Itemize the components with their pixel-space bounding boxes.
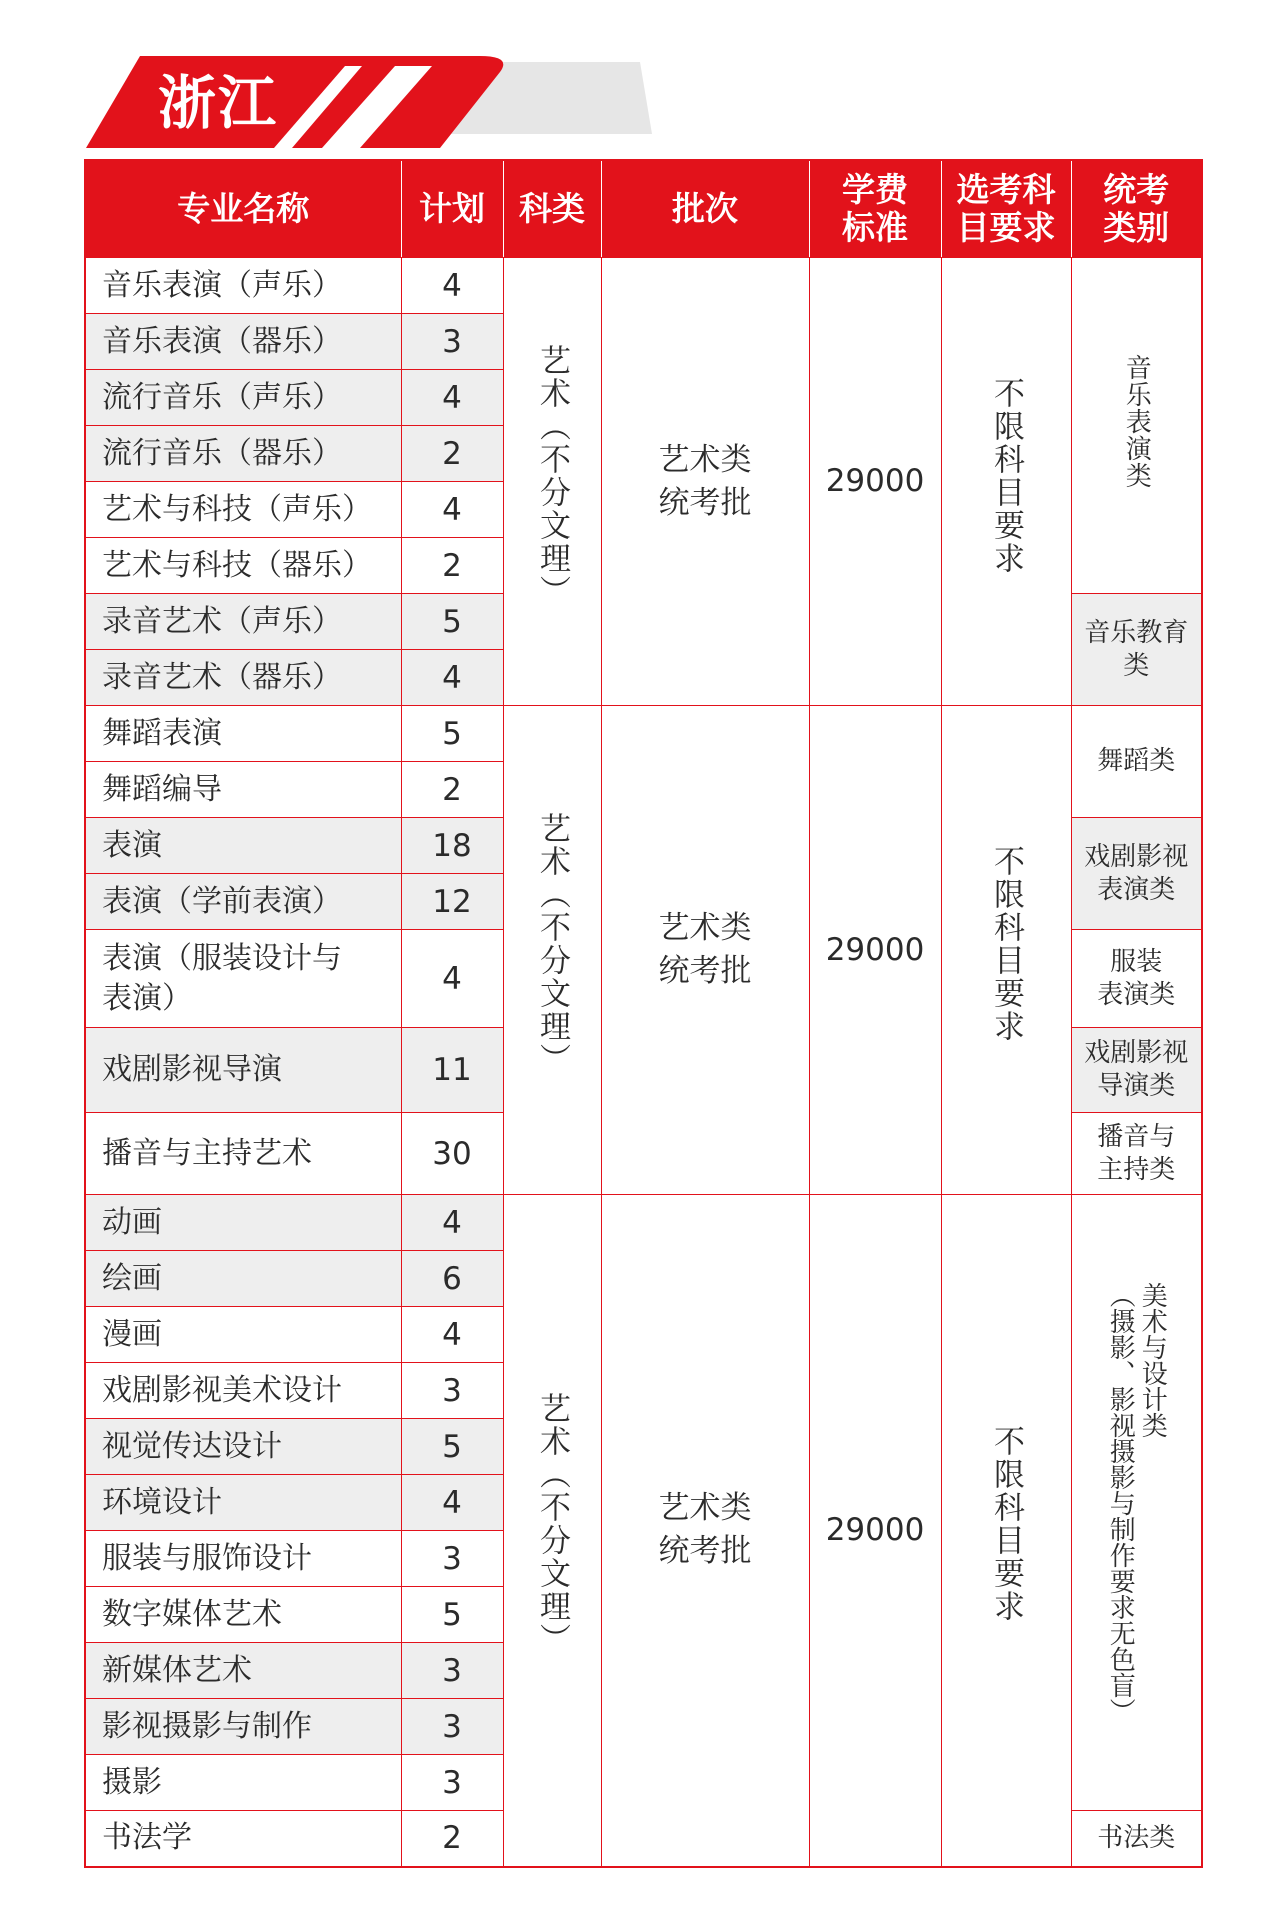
exam-category <box>1071 1195 1202 1811</box>
plan-count: 3 <box>401 1755 503 1811</box>
plan-count: 3 <box>401 1531 503 1587</box>
requirement-cell: 不限科目要求 <box>941 706 1071 1195</box>
major-name: 摄影 <box>85 1755 401 1811</box>
tuition-cell: 29000 <box>809 1195 941 1867</box>
header-requirement: 选考科 目要求 <box>941 160 1071 258</box>
major-name: 录音艺术（器乐） <box>85 650 401 706</box>
plan-count: 30 <box>401 1113 503 1195</box>
batch-cell: 艺术类 统考批 <box>601 1195 809 1867</box>
major-name: 漫画 <box>85 1307 401 1363</box>
plan-count: 4 <box>401 1475 503 1531</box>
plan-count: 4 <box>401 1307 503 1363</box>
major-name: 表演（服装设计与 表演） <box>85 930 401 1028</box>
major-name: 表演（学前表演） <box>85 874 401 930</box>
plan-count: 2 <box>401 538 503 594</box>
plan-count: 4 <box>401 370 503 426</box>
major-name: 绘画 <box>85 1251 401 1307</box>
major-name: 动画 <box>85 1195 401 1251</box>
plan-count: 5 <box>401 1419 503 1475</box>
header-major: 专业名称 <box>85 160 401 258</box>
batch-cell: 艺术类 统考批 <box>601 706 809 1195</box>
plan-count: 6 <box>401 1251 503 1307</box>
major-name: 环境设计 <box>85 1475 401 1531</box>
category-note: （摄影、影视摄影与制作要求无色盲） <box>1105 1281 1136 1724</box>
major-name: 流行音乐（器乐） <box>85 426 401 482</box>
plan-count: 5 <box>401 1587 503 1643</box>
major-name: 音乐表演（器乐） <box>85 314 401 370</box>
table-row <box>85 258 1202 314</box>
category-main: 美术与设计类 <box>1137 1281 1168 1438</box>
major-name: 音乐表演（声乐） <box>85 258 401 314</box>
major-name: 戏剧影视导演 <box>85 1028 401 1113</box>
plan-count: 3 <box>401 314 503 370</box>
requirement-cell: 不限科目要求 <box>941 258 1071 706</box>
exam-category: 音乐表演类 <box>1071 258 1202 594</box>
major-name: 流行音乐（声乐） <box>85 370 401 426</box>
header-exam-category: 统考 类别 <box>1071 160 1202 258</box>
major-name: 影视摄影与制作 <box>85 1699 401 1755</box>
major-name: 视觉传达设计 <box>85 1419 401 1475</box>
exam-category: 戏剧影视 表演类 <box>1071 818 1202 930</box>
major-name: 播音与主持艺术 <box>85 1113 401 1195</box>
tuition-cell: 29000 <box>809 258 941 706</box>
major-name: 戏剧影视美术设计 <box>85 1363 401 1419</box>
plan-count: 2 <box>401 426 503 482</box>
requirement-cell: 不限科目要求 <box>941 1195 1071 1867</box>
table-row <box>85 706 1202 762</box>
plan-count: 2 <box>401 762 503 818</box>
major-name: 书法学 <box>85 1811 401 1867</box>
major-name: 录音艺术（声乐） <box>85 594 401 650</box>
header-tuition: 学费 标准 <box>809 160 941 258</box>
major-name: 服装与服饰设计 <box>85 1531 401 1587</box>
plan-count: 5 <box>401 594 503 650</box>
plan-count: 3 <box>401 1699 503 1755</box>
subject-cell: 艺术（不分文理） <box>503 706 601 1195</box>
plan-count: 4 <box>401 482 503 538</box>
plan-count: 5 <box>401 706 503 762</box>
region-banner <box>0 0 1280 160</box>
exam-category: 戏剧影视 导演类 <box>1071 1028 1202 1113</box>
exam-category: 书法类 <box>1071 1811 1202 1867</box>
plan-count: 18 <box>401 818 503 874</box>
exam-category: 音乐教育类 <box>1071 594 1202 706</box>
plan-count: 3 <box>401 1363 503 1419</box>
region-title: 浙江 <box>158 69 279 137</box>
exam-category: 播音与 主持类 <box>1071 1113 1202 1195</box>
plan-count: 4 <box>401 258 503 314</box>
plan-count: 4 <box>401 650 503 706</box>
plan-count: 3 <box>401 1643 503 1699</box>
major-name: 舞蹈编导 <box>85 762 401 818</box>
batch-cell: 艺术类 统考批 <box>601 258 809 706</box>
major-name: 新媒体艺术 <box>85 1643 401 1699</box>
tuition-cell: 29000 <box>809 706 941 1195</box>
major-name: 舞蹈表演 <box>85 706 401 762</box>
major-name: 表演 <box>85 818 401 874</box>
major-name: 数字媒体艺术 <box>85 1587 401 1643</box>
table-row <box>85 1195 1202 1251</box>
exam-category: 服装 表演类 <box>1071 930 1202 1028</box>
subject-cell: 艺术（不分文理） <box>503 1195 601 1867</box>
major-name: 艺术与科技（器乐） <box>85 538 401 594</box>
enrollment-plan-table <box>84 159 1203 1868</box>
major-name: 艺术与科技（声乐） <box>85 482 401 538</box>
plan-count: 4 <box>401 1195 503 1251</box>
plan-count: 2 <box>401 1811 503 1867</box>
header-subject: 科类 <box>503 160 601 258</box>
subject-cell: 艺术（不分文理） <box>503 258 601 706</box>
plan-count: 12 <box>401 874 503 930</box>
header-plan: 计划 <box>401 160 503 258</box>
exam-category: 舞蹈类 <box>1071 706 1202 818</box>
plan-count: 4 <box>401 930 503 1028</box>
table-header-row <box>85 160 1202 258</box>
header-batch: 批次 <box>601 160 809 258</box>
plan-count: 11 <box>401 1028 503 1113</box>
